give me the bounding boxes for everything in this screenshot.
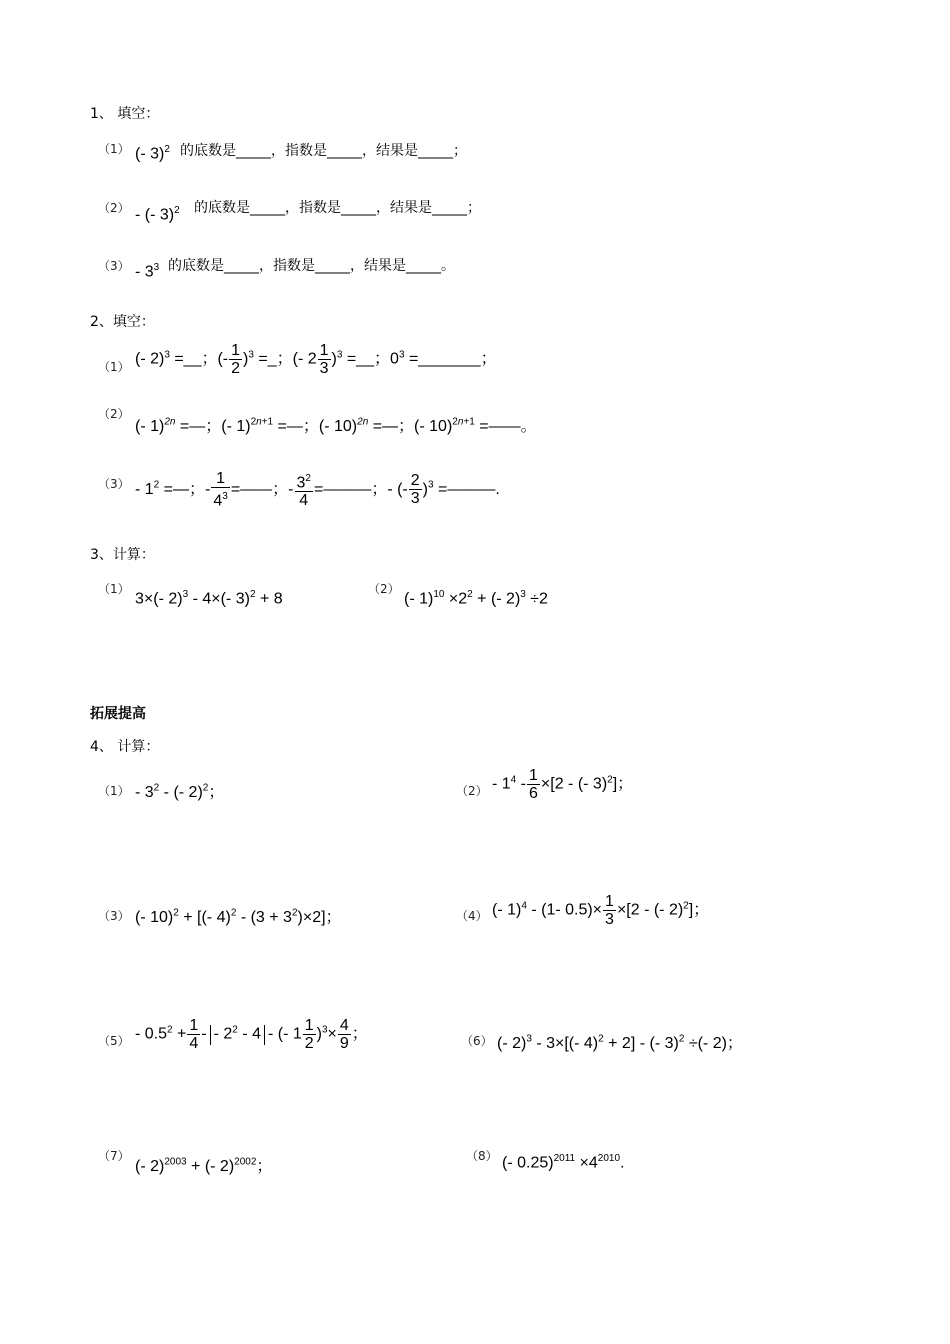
q1-item-1 [98,138,130,157]
q1-text-1: 的底数是_____，指数是_____，结果是_____； [180,143,467,159]
q4-no-4: （4） [456,909,488,923]
q2-no-2: （2） [98,407,130,421]
q4-expr-2: - $1^4$ - $\frac{1}{6}$ ×[2 - (- 3)$^2$]； [492,767,634,802]
q3-title: 3、计算： [90,547,155,563]
q3-no-2: （2） [368,582,400,596]
q1-item-2 [98,197,130,216]
q1-text-3: 的底数是_____，指数是_____，结果是_____。 [168,258,455,274]
q1-item-3 [98,255,130,274]
q4-expr-3: (- 10)$^2$ + [(- $4)^2 - (3 + 3^2)\times 2$]； [135,907,342,926]
item-number: （2） [98,201,130,215]
q4-no-1: （1） [98,784,130,798]
q2-line-1: (- 2)$^3$ =__；(- $\frac{1}{2}$ )$^3$ =_；(- 2 $\frac{1}{3}$ )$^3$ =__；$0^3$ =_______； [135,342,497,377]
item-number: （1） [98,142,130,156]
q2-no-1: （1） [98,360,130,374]
section-title: 拓展提高 [90,706,146,722]
q2-line-2: (- 1)$^{2n}$ =—；(- 1)$^{2n+1}$ =—；(- 10)$^{2n}$ =—；(- 10)$^{2n+1}$ =——。 [135,416,537,435]
q2-title: 2、填空： [90,314,155,330]
item-number: （3） [98,259,130,273]
q4-no-6: （6） [461,1034,493,1048]
q4-expr-1: - $3^2$ - (- 2)$^2$； [135,782,225,801]
q1-expr-3: - $3^3$ [135,262,160,281]
q4-expr-5: - $0.5^2$ + $\frac{1}{4}$ - - $2^2 - 4$ - (- 1 $\frac{1}{2}$ )$^3$× $\frac{4}{9}$ ； [135,1017,368,1052]
q4-expr-6: (- 2)$^3$ - 3×[(- 4)$^2$ + 2] - (- 3)$^2$ ÷(- 2)； [497,1033,743,1052]
q1-expr-1: (- 3)$^2$ [135,144,170,163]
q4-expr-7: (- 2)$^{2003}$ + (- 2)$^{2002}$； [135,1156,273,1175]
q4-no-2: （2） [456,784,488,798]
q1-title: 1、 填空： [90,106,160,122]
q1-text-2: 的底数是_____，指数是_____，结果是_____； [194,200,481,216]
q4-no-7: （7） [98,1149,130,1163]
q2-line-3: - $1^2$ =—；- $\frac{1}{4^3}$ =——；- $\frac{3^2}{4}$ =———；- (- $\frac{2}{3}$ )$^3$ =———. [135,470,500,510]
q4-title: 4、 计算： [90,739,160,755]
q4-no-8: （8） [466,1149,498,1163]
q4-expr-8: (- $0.25)^{2011} \times 4^{2010}$. [502,1153,625,1172]
q4-no-3: （3） [98,909,130,923]
q4-expr-4: (- 1)$^4$ - (1- 0.5)× $\frac{1}{3}$ ×[2 - (- 2)$^2$]； [492,893,710,928]
q2-no-3: （3） [98,477,130,491]
q3-no-1: （1） [98,582,130,596]
q4-no-5: （5） [98,1034,130,1048]
q3-expr-1: 3×(- 2)$^3$ - 4×(- 3)$^2$ + 8 [135,589,283,608]
q1-expr-2: - (- 3)$^2$ [135,205,180,224]
q3-expr-2: (- $1)^{10} \times 2^2$ + (- 2)$^3$ ÷2 [404,589,548,608]
